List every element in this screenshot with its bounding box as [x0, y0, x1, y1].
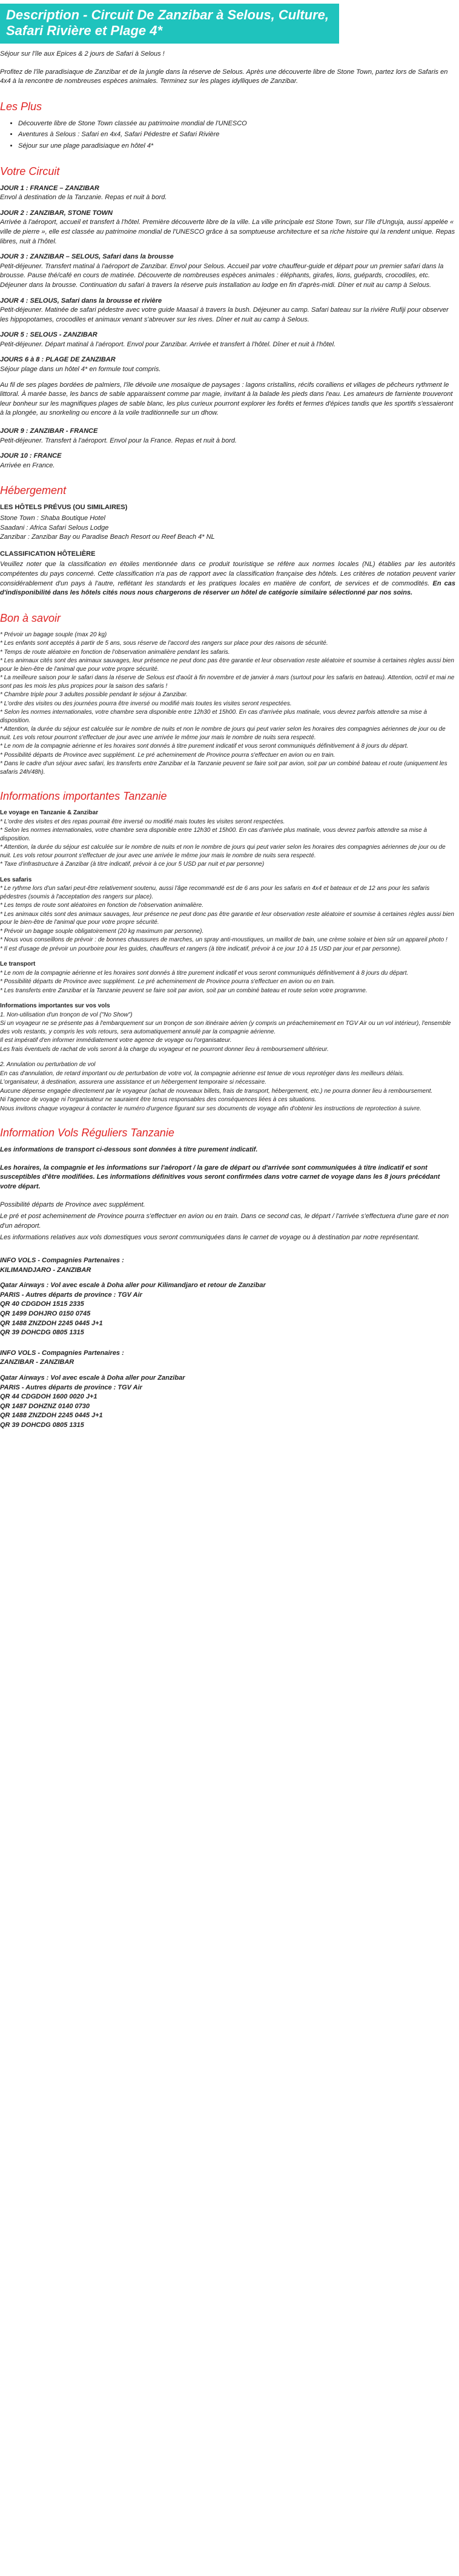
info-line: Les frais éventuels de rachat de vols seront à la charge du voyageur et ne pourront donner lieu à remboursement ultérieur. [0, 1046, 329, 1053]
info-line: * Prévoir un bagage souple obligatoirement (20 kg maximum par personne). [0, 927, 204, 935]
annulation-section [0, 1061, 455, 1113]
safaris-section [0, 876, 455, 954]
info-line: * Selon les normes internationales, votre chambre sera disponible entre 12h30 et 15h00. En cas d'arrivée plus matinale, vous devrez parfois attendre sa mise à disposition. [0, 827, 428, 842]
info-line: * Le nom de la compagnie aérienne et les horaires sont donnés à titre purement indicatif et vous seront communiqués définitivement à 8 jours du départ. [0, 969, 409, 977]
day-text: Petit-déjeuner. Matinée de safari pédestre avec votre guide Maasaï à travers la bush. Déjeuner au camp. Safari bateau sur la rivière Rufiji pour observer les hippopotames, crocodiles et animaux venant s'abreuver sur les rives. Dîner et nuit au camp à Selous. [0, 306, 449, 323]
day-title: JOUR 10 : FRANCE [0, 452, 62, 460]
day-title: JOURS 6 à 8 : PLAGE DE ZANZIBAR [0, 356, 116, 364]
beach-text: Au fil de ses plages bordées de palmiers, l'île dévoile une mosaïque de paysages : lagons cristallins, récifs coralliens et villages de pêcheurs rythment le littoral. À marée basse, les bancs de sable apparaissent comme par magie, invitant à la balade les pieds dans l'eau. Les amateurs de farniente trouveront leur bonheur sur les magnifiques plages de sable blanc, les plus curieux pourront explorer les forêts et fermes d'épices tandis que les sportifs s'essaieront à la plongée, au snorkeling ou encore à la voile traditionnelle sur un dhow. [0, 381, 454, 417]
info-line: * Le nom de la compagnie aérienne et les horaires sont donnés à titre purement indicatif et vous seront communiqués définitivement à 8 jours du départ. [0, 743, 409, 750]
list-item: • Séjour sur une plage paradisiaque en hôtel 4* [18, 142, 455, 151]
info-line: * Possibilité départs de Province avec supplément. Le pré acheminement de Province pourra s'effectuer en avion ou en train. [0, 751, 335, 759]
section-title: Le voyage en Tanzanie & Zanzibar [0, 809, 99, 817]
flight-line: QR 1487 DOHZNZ 0140 0730 [0, 1402, 90, 1410]
info-line: * La meilleure saison pour le safari dans la réserve de Selous est d'août à fin novembre et de janvier à mars (surtout pour les safaris en bateau). Attention, octril et mai ne sont pas les mois les plus propices pour la saison des safaris ! [0, 674, 455, 690]
info-line: * Selon les normes internationales, votre chambre sera disponible entre 12h30 et 15h00. En cas d'arrivée plus matinale, vous devrez parfois attendre sa mise à disposition. [0, 709, 428, 724]
info-line: Si un voyageur ne se présente pas à l'embarquement sur un tronçon de son itinéraire aérien (y compris un préacheminement en TGV Air ou un vol intérieur), l'ensemble des vols restants, y compris les vols retours, sera automatiquement annulé par la compagnie aérienne. [0, 1020, 451, 1035]
section-title: Le transport [0, 961, 36, 968]
les-plus-heading: Les Plus [0, 100, 42, 113]
info-line: Aucune dépense engagée directement par le voyageur (achat de nouveaux billets, frais de transport, hébergement, etc.) ne pourra donner lieu à remboursement. [0, 1087, 433, 1095]
classification-title: CLASSIFICATION HÔTELIÈRE [0, 550, 96, 558]
info-line: En cas d'annulation, de retard important ou de perturbation de votre vol, la compagnie aérienne est tenue de vous reprotéger dans les meilleurs délais. [0, 1070, 405, 1077]
classification-text: Veuillez noter que la classification en étoiles mentionnée dans ce produit touristique se réfère aux normes locales (NL) établies par les autorités compétentes du pays concerné. Cette classification n'a pas de rapport avec la classification française des hôtels. Les critères de notation peuvent varier considérablement d'un pays à l'autre, reflétant les standards et les pratiques locales en matière de confort, de services et de commodités. [0, 561, 455, 587]
info-line: * Les temps de route sont aléatoires en fonction de l'observation animalière. [0, 902, 203, 909]
classification-note: En cas d'indisponibilité dans les hôtels cités nous nous chargerons de réserver un hôtel de catégorie similaire sélectionné par nos soins. [0, 579, 455, 597]
transport-section [0, 960, 455, 995]
list-item: • Découverte libre de Stone Town classée au patrimoine mondial de l'UNESCO [18, 119, 455, 129]
lead-text: Séjour sur l'île aux Epices & 2 jours de Safari à Selous ! [0, 50, 165, 58]
hotel-line: Saadani : Africa Safari Selous Lodge [0, 524, 109, 532]
info-line: Nous invitons chaque voyageur à contacter le numéro d'urgence figurant sur ses documents de voyage afin d'obtenir les instructions de reprotection à suivre. [0, 1105, 421, 1112]
day-title: JOUR 3 : ZANZIBAR – SELOUS, Safari dans la brousse [0, 253, 174, 261]
flight-origin: PARIS - Autres départs de province : TGV Air [0, 1383, 142, 1391]
flight-line: QR 39 DOHCDG 0805 1315 [0, 1329, 84, 1337]
flight-route: KILIMANDJARO - ZANZIBAR [0, 1266, 91, 1274]
flight-route: ZANZIBAR - ZANZIBAR [0, 1359, 74, 1366]
info-line: * Prévoir un bagage souple (max 20 kg) [0, 631, 107, 638]
day-text: Petit-déjeuner. Transfert à l'aéroport. Envol pour la France. Repas et nuit à bord. [0, 436, 237, 444]
flight-origin: PARIS - Autres départs de province : TGV Air [0, 1291, 142, 1299]
info-line: 2. Annulation ou perturbation de vol [0, 1061, 96, 1069]
info-line: * Possibilité départs de Province avec supplément. Le pré acheminement de Province pourra s'effectuer en avion ou en train. [0, 978, 335, 986]
infos-tanzanie-heading: Informations importantes Tanzanie [0, 790, 167, 803]
flight-line: QR 1488 ZNZDOH 2245 0445 J+1 [0, 1319, 103, 1327]
day-text: Petit-déjeuner. Départ matinal à l'aéroport. Envol pour Zanzibar. Arrivée et transfert à l'hôtel. Dîner et nuit à l'hôtel. [0, 340, 336, 348]
day-text: Arrivée à l'aéroport, accueil et transfert à l'hôtel. Première découverte libre de la ville. La ville principale est Stone Town, sur l'île d'Unguja, aussi appelée « ville de pierre », elle est classée au patrimoine mondial de l'UNESCO grâce à sa somptueuse architecture et sa riche histoire qui la rendent unique. Repas libres, nuit à l'hôtel. [0, 219, 455, 245]
les-plus-list [0, 119, 455, 151]
info-line: * Temps de route aléatoire en fonction de l'observation animalière pendant les safaris. [0, 648, 230, 656]
info-line: * Dans le cadre d'un séjour avec safari, les transferts entre Zanzibar et la Tanzanie peuvent se faire soit par avion, soit par un combiné bateau et route (uniquement les safaris 24h/48h). [0, 760, 447, 776]
intro-text: Profitez de l'île paradisiaque de Zanzibar et de la jungle dans la réserve de Selous. Après une découverte libre de Stone Town, partez lors de Safaris en 4x4 à la rencontre de nombreuses espèces animales. Terminez sur les plages idylliques de Zanzibar. [0, 68, 448, 85]
flight-info-title: INFO VOLS - Compagnies Partenaires : [0, 1349, 124, 1357]
info-line: * Les enfants sont acceptés à partir de 5 ans, sous réserve de l'accord des rangers sur place pour des raisons de sécurité. [0, 640, 328, 647]
day-item [0, 184, 455, 203]
day-item [0, 252, 455, 290]
day-text: Petit-déjeuner. Transfert matinal à l'aéroport de Zanzibar. Envol pour Selous. Accueil par votre chauffeur-guide et départ pour un premier safari dans la brousse. Pause thé/café en cours de matinée. Découverte de nombreuses espèces animales : éléphants, girafes, lions, guépards, crocodiles, etc. Déjeuner dans la brousse. Continuation du safari à travers la réserve puis installation au lodge en fin d'après-midi. Dîner et nuit au camp à Selous. [0, 262, 444, 289]
page-title: Description - Circuit De Zanzibar à Selous, Culture, Safari Rivière et Plage 4* [0, 4, 339, 44]
info-line: * Attention, la durée du séjour est calculée sur le nombre de nuits et non le nombre de jours qui peut varier selon les horaires des compagnies aériennes de jour ou de nuit. Les vols retour pourront s'effectuer de jour avec une arrivée le même jour mais le nombre de nuits sera respecté. [0, 726, 446, 741]
flight-airline: Qatar Airways : Vol avec escale à Doha aller pour Zanzibar [0, 1374, 185, 1382]
info-line: L'organisateur, à destination, assurera une assistance et un hébergement temporaire si nécessaire. [0, 1079, 266, 1086]
info-line: * Les animaux cités sont des animaux sauvages, leur présence ne peut donc pas être garantie et leur observation reste aléatoire et soumise à certaines règles aussi bien pour le bien-être de l'animal que pour votre propre sécurité. [0, 657, 454, 673]
vols-p2: Les horaires, la compagnie et les informations sur l'aéroport / la gare de départ ou d'arrivée sont communiquées à titre indicatif et sont susceptibles d'être modifiées. Les informations définitives vous seront confirmées dans votre carnet de voyage dans les 8 jours précédant votre départ. [0, 1164, 440, 1191]
day-title: JOUR 2 : ZANZIBAR, STONE TOWN [0, 209, 113, 217]
vols-p5: Les informations relatives aux vols domestiques vous seront communiquées dans le carnet de voyage ou à destination par notre représentant. [0, 1234, 420, 1242]
info-line: 1. Non-utilisation d'un tronçon de vol ("No Show") [0, 1011, 133, 1018]
flight-line: QR 1499 DOHJRO 0150 0745 [0, 1309, 91, 1317]
info-line: Il est impératif d'en informer immédiatement votre agence de voyage ou l'organisateur. [0, 1037, 232, 1044]
list-item: • Aventures à Selous : Safari en 4x4, Safari Pédestre et Safari Rivière [18, 130, 455, 140]
flight-info-block [0, 1349, 455, 1431]
day-item [0, 209, 455, 246]
info-line: * L'ordre des visites et des repas pourrait être inversé ou modifié mais toutes les visites seront respectées. [0, 818, 285, 825]
flight-info-title: INFO VOLS - Compagnies Partenaires : [0, 1257, 124, 1264]
info-line: * Chambre triple pour 3 adultes possible pendant le séjour à Zanzibar. [0, 691, 188, 699]
day-title: JOUR 5 : SELOUS - ZANZIBAR [0, 331, 97, 339]
vols-p3: Possibilité départs de Province avec supplément. [0, 1201, 145, 1208]
day-title: JOUR 1 : FRANCE – ZANZIBAR [0, 184, 99, 192]
day-item [0, 355, 455, 374]
day-title: JOUR 4 : SELOUS, Safari dans la brousse et rivière [0, 297, 162, 305]
day-text: Envol à destination de la Tanzanie. Repas et nuit à bord. [0, 194, 167, 202]
flight-info-block [0, 1256, 455, 1338]
day-item [0, 331, 455, 349]
classification-block [0, 550, 455, 598]
hebergement-heading: Hébergement [0, 484, 67, 497]
hotel-line: Stone Town : Shaba Boutique Hotel [0, 515, 105, 522]
info-line: * L'ordre des visites ou des journées pourra être inversé ou modifié mais toutes les visites seront respectées. [0, 700, 292, 707]
section-title: Informations importantes sur vos vols [0, 1003, 110, 1010]
day-title: JOUR 9 : ZANZIBAR - FRANCE [0, 427, 98, 435]
info-line: * Taxe d'infrastructure à Zanzibar (à titre indicatif, prévoir à ce jour 5 USD par nuit et par personne) [0, 861, 265, 868]
day-text: Arrivée en France. [0, 461, 55, 469]
vols-p1: Les informations de transport ci-dessous sont données à titre purement indicatif. [0, 1146, 258, 1154]
section-title: Les safaris [0, 876, 32, 883]
hotels-block [0, 503, 455, 542]
day-item [0, 452, 455, 470]
vols-p4: Le pré et post acheminement de Province pourra s'effectuer en avion ou en train. Dans ce second cas, le départ / l'arrivée s'effectuera d'une gare et non d'un aéroport. [0, 1213, 449, 1230]
hotel-line: Zanzibar : Zanzibar Bay ou Paradise Beach Resort ou Reef Beach 4* NL [0, 533, 215, 541]
info-line: * Il est d'usage de prévoir un pourboire pour les guides, chauffeurs et rangers (à titre indicatif, prévoir à ce jour 10 à 15 USD par jour et par personne). [0, 945, 401, 952]
voyage-section [0, 809, 455, 869]
flight-airline: Qatar Airways : Vol avec escale à Doha aller pour Kilimandjaro et retour de Zanzibar [0, 1282, 266, 1290]
info-line: * Le rythme lors d'un safari peut-être relativement soutenu, aussi l'âge recommandé est de 6 ans pour les safaris en 4x4 et bateaux et de 12 ans pour les safaris pédestres (soumis à l'acceptation des rangers sur place). [0, 885, 430, 900]
info-line: * Nous vous conseillons de prévoir : de bonnes chaussures de marches, un spray anti-moustiques, un maillot de bain, une crème solaire et bien sûr un appareil photo ! [0, 937, 447, 944]
flight-line: QR 44 CDGDOH 1600 0020 J+1 [0, 1393, 97, 1401]
day-item [0, 297, 455, 325]
vols-section [0, 1002, 455, 1053]
info-line: Ni l'agence de voyage ni l'organisateur ne sauraient être tenus responsables des conséquences liées à ces situations. [0, 1096, 317, 1104]
flight-line: QR 40 CDGDOH 1515 2335 [0, 1300, 84, 1308]
day-text: Séjour plage dans un hôtel 4* en formule tout compris. [0, 366, 161, 374]
hotels-title: LES HÔTELS PRÉVUS (OU SIMILAIRES) [0, 504, 128, 512]
bon-a-savoir-heading: Bon à savoir [0, 611, 61, 624]
info-line: * Les transferts entre Zanzibar et la Tanzanie peuvent se faire soit par avion, soit par un combiné bateau et route selon votre programme. [0, 987, 368, 994]
info-line: * Les animaux cités sont des animaux sauvages, leur présence ne peut donc pas être garantie et leur observation reste aléatoire et soumise à certaines règles aussi bien pour le bien-être de l'animal que pour votre propre sécurité. [0, 911, 454, 926]
flight-line: QR 39 DOHCDG 0805 1315 [0, 1421, 84, 1429]
day-item [0, 427, 455, 446]
vols-heading: Information Vols Réguliers Tanzanie [0, 1127, 174, 1139]
info-line: * Attention, la durée du séjour est calculée sur le nombre de nuits et non le nombre de jours qui peut varier selon les horaires des compagnies aériennes de jour ou de nuit. Les vols retour pourront s'effectuer de jour avec une arrivée le même jour mais le nombre de nuits sera respecté. [0, 844, 446, 859]
flight-line: QR 1488 ZNZDOH 2245 0445 J+1 [0, 1412, 103, 1420]
circuit-heading: Votre Circuit [0, 165, 60, 177]
bon-a-savoir-list [0, 631, 455, 777]
